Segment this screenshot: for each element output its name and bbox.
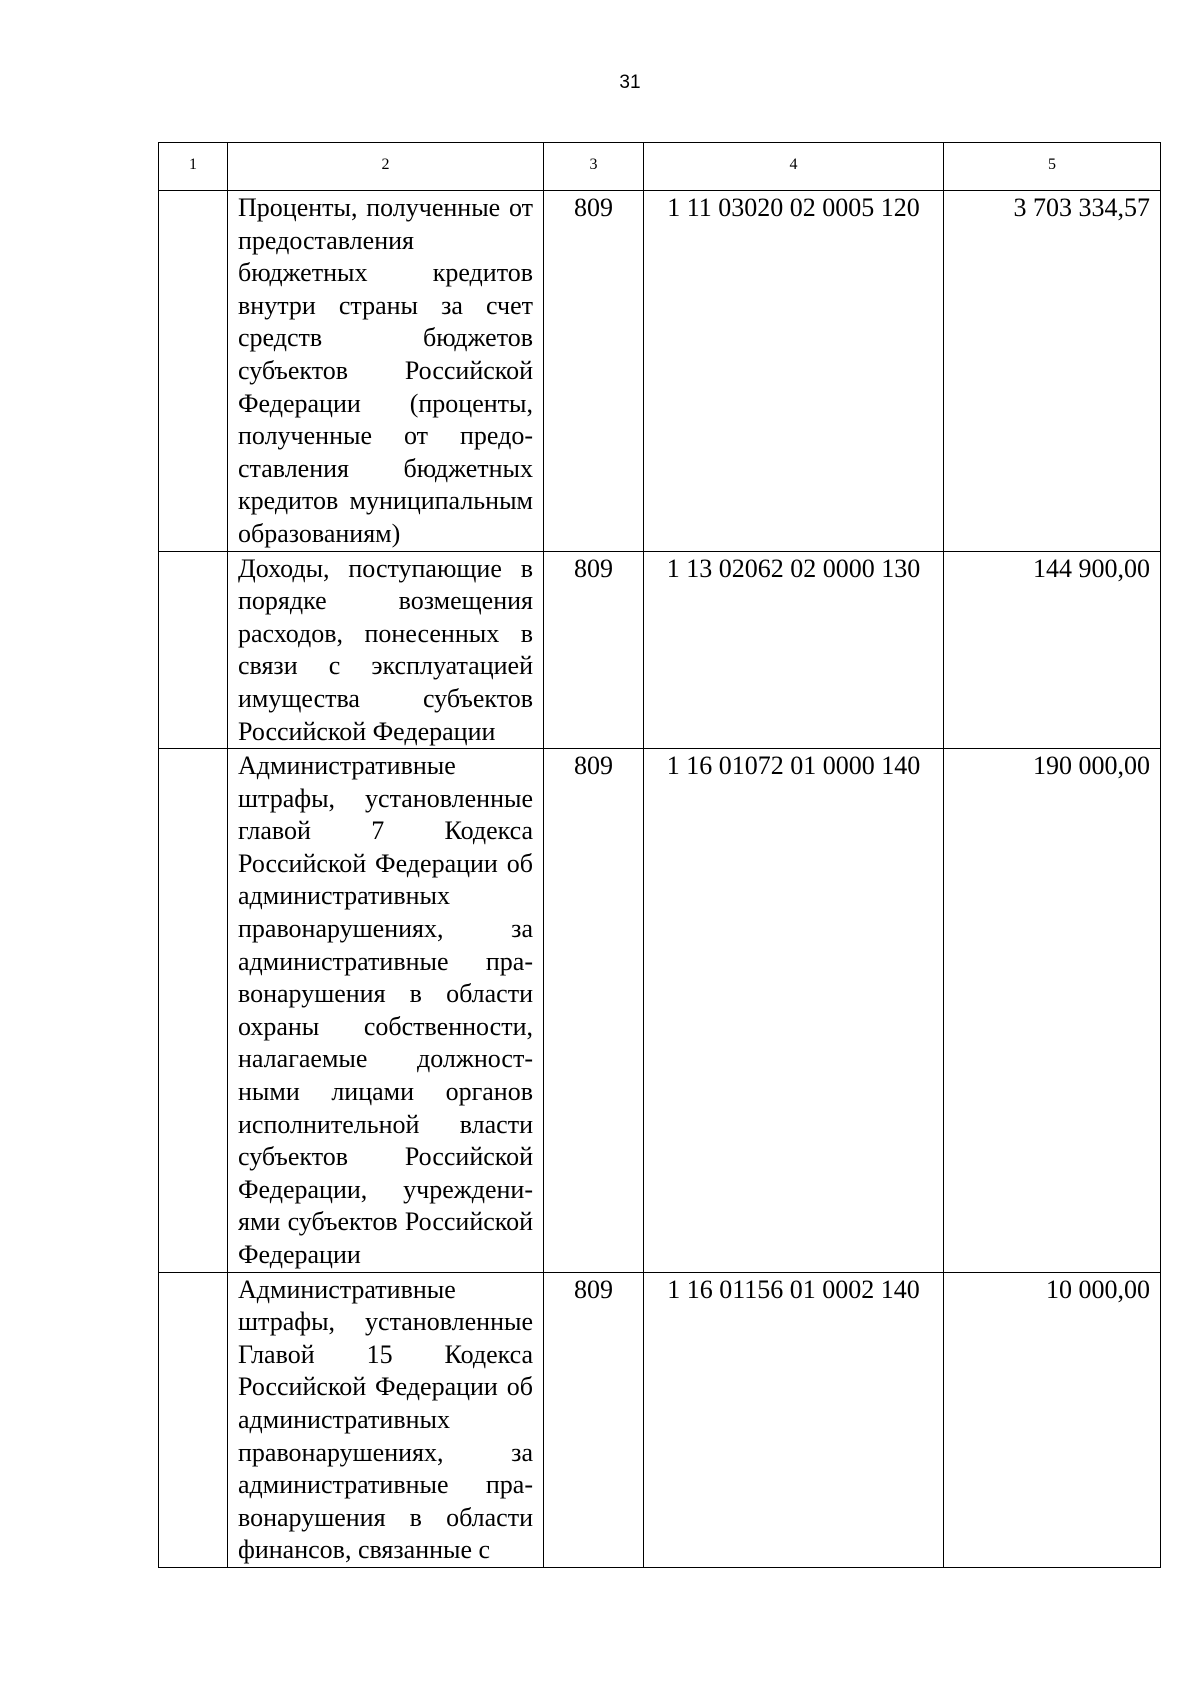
column-header-5: 5 bbox=[944, 143, 1161, 191]
page-number: 31 bbox=[619, 72, 641, 93]
row-number-cell bbox=[159, 749, 228, 1273]
column-number-row bbox=[159, 143, 1161, 191]
administrator-code: 809 bbox=[544, 551, 644, 749]
column-header-3: 3 bbox=[544, 143, 644, 191]
revenue-amount: 190 000,00 bbox=[944, 749, 1161, 1273]
budget-classification-code: 1 11 03020 02 0005 120 bbox=[644, 191, 944, 552]
budget-classification-code: 1 16 01072 01 0000 140 bbox=[644, 749, 944, 1273]
revenue-description: Доходы, поступающие в порядке возмещения расходов, понесенных в связи с эксплуатацией имущества субъектов Российской Федерации bbox=[228, 551, 544, 749]
budget-revenue-table bbox=[158, 142, 1161, 1568]
revenue-description: Проценты, полученные от предоставления бюджетных кредитов внутри страны за счет средств бюджетов субъектов Российской Федерации (проценты, полученные от предоставления бюджетных кредитов муниципальным образованиям) bbox=[228, 191, 544, 552]
administrator-code: 809 bbox=[544, 1272, 644, 1567]
revenue-description: Административные штрафы, установленные Главой 15 Кодекса Российской Федерации об административных правонарушениях, за административные правонарушения в области финансов, связанные с bbox=[228, 1272, 544, 1567]
column-header-1: 1 bbox=[159, 143, 228, 191]
row-number-cell bbox=[159, 191, 228, 552]
revenue-description: Административные штрафы, установленные главой 7 Кодекса Российской Федерации об административных правонарушениях, за административные правонарушения в области охраны собственности, налагаемые должностными лицами органов исполнительной власти субъектов Российской Федерации, учреждениями субъектов Российской Федерации bbox=[228, 749, 544, 1273]
row-number-cell bbox=[159, 1272, 228, 1567]
column-header-4: 4 bbox=[644, 143, 944, 191]
administrator-code: 809 bbox=[544, 191, 644, 552]
revenue-amount: 144 900,00 bbox=[944, 551, 1161, 749]
table-row bbox=[159, 1272, 1161, 1567]
row-number-cell bbox=[159, 551, 228, 749]
budget-classification-code: 1 13 02062 02 0000 130 bbox=[644, 551, 944, 749]
table-row bbox=[159, 191, 1161, 552]
budget-classification-code: 1 16 01156 01 0002 140 bbox=[644, 1272, 944, 1567]
revenue-amount: 10 000,00 bbox=[944, 1272, 1161, 1567]
column-header-2: 2 bbox=[228, 143, 544, 191]
table-row bbox=[159, 551, 1161, 749]
administrator-code: 809 bbox=[544, 749, 644, 1273]
revenue-amount: 3 703 334,57 bbox=[944, 191, 1161, 552]
table-row bbox=[159, 749, 1161, 1273]
